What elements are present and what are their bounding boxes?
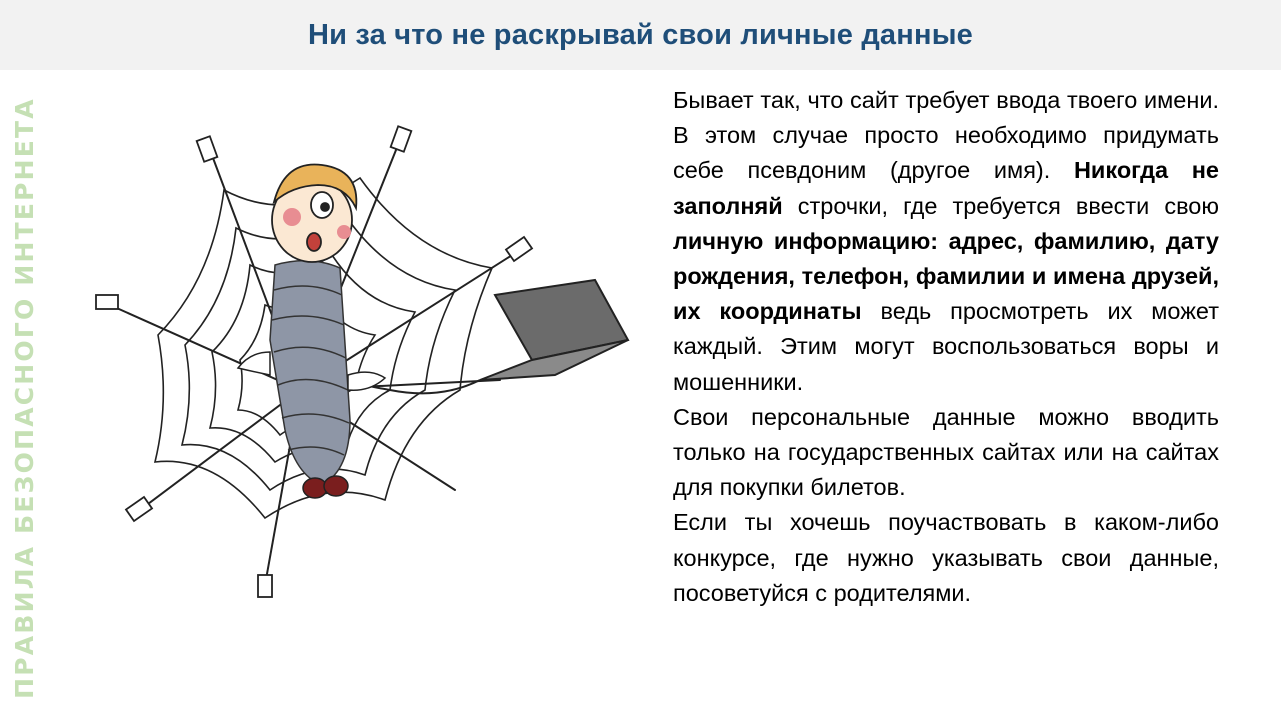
body-text [673,83,1219,611]
p1-text-1: Бывает так, что сайт требует ввода твоего имени. В этом случае просто необходимо придумать себе псевдоним (другое имя). [673,87,1219,184]
slide-title: Ни за что не раскрывай свои личные данные [308,18,973,51]
title-bar [0,0,1281,70]
p1-text-3: ведь просмотреть их может каждый. Этим могут воспользоваться воры и мошенники. [673,298,1219,395]
paragraph-1 [673,83,1219,400]
p1-bold-2: личную информацию: адрес, фамилию, дату рождения, телефон, фамилии и имена друзей, их координаты [673,227,1219,325]
spider-web-illustration [60,90,660,650]
paragraph-2: Свои персональные данные можно вводить только на государственных сайтах или на сайтах для покупки билетов. [673,403,1219,501]
side-vertical-title: ПРАВИЛА БЕЗОПАСНОГО ИНТЕРНЕТА [10,97,39,699]
child-in-web-icon [60,90,660,650]
paragraph-3: Если ты хочешь поучаствовать в каком-либо конкурсе, где нужно указывать свои данные, посоветуйся с родителями. [673,509,1219,606]
p1-text-2: строчки, где требуется ввести свою [782,192,1219,219]
p1-bold-1: Никогда не заполняй [673,157,1219,219]
